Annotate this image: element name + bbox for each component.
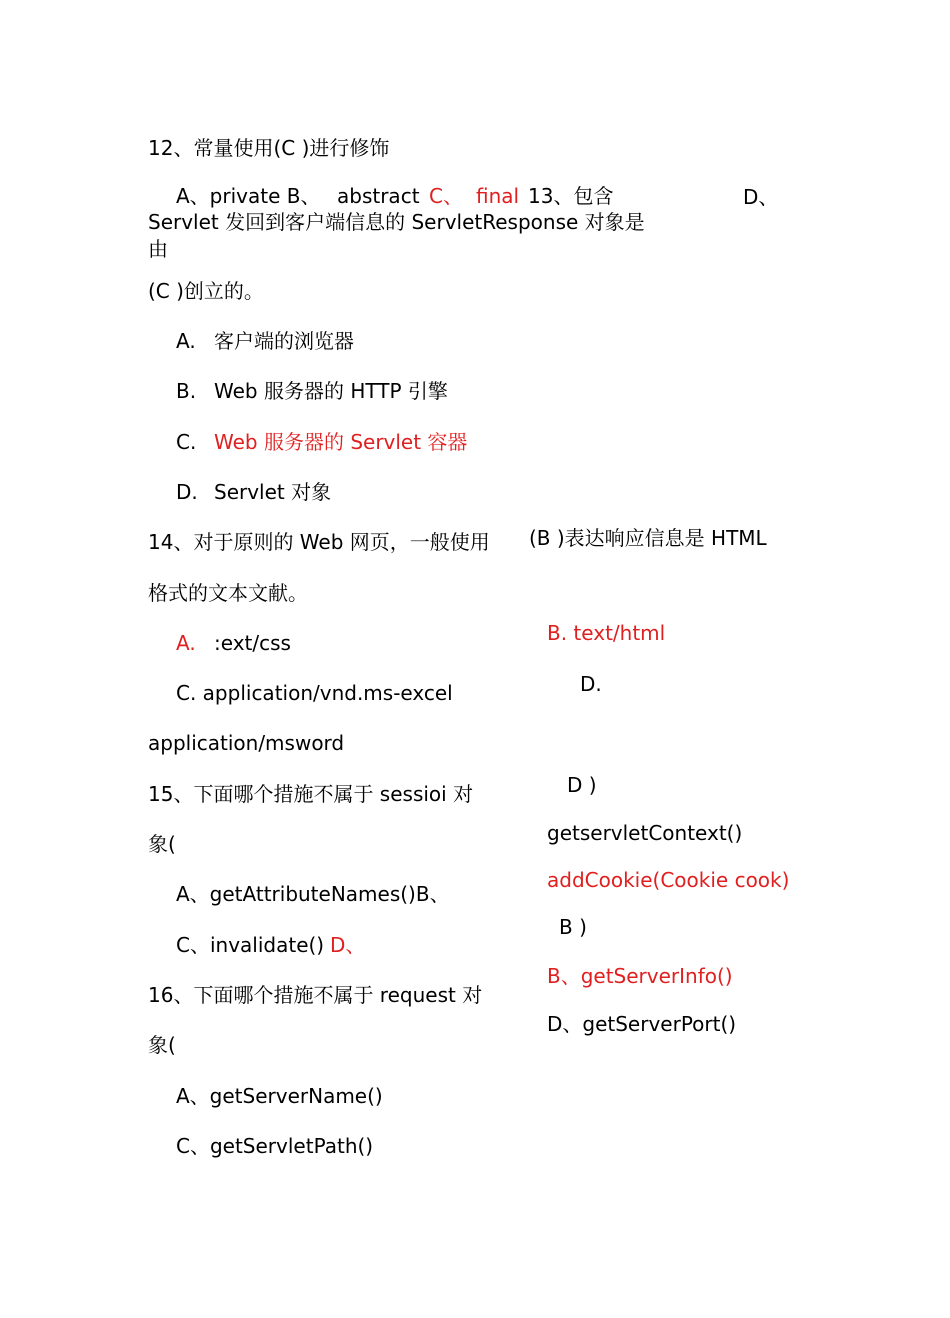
q12-option-final: final	[476, 184, 520, 208]
q16-answer: B )	[559, 915, 587, 939]
q14-option-d: D.	[580, 672, 602, 696]
q16-stem: 16、下面哪个措施不属于 request 对	[148, 983, 483, 1007]
q12-option-abstract: abstract	[337, 184, 420, 208]
q13-option-c-label: C.	[176, 430, 197, 454]
q13-option-d-label: D.	[176, 480, 198, 504]
q12-option-d: D、	[743, 185, 779, 209]
q12-stem: 12、常量使用(C )进行修饰	[148, 136, 390, 160]
q16-option-c: C、getServletPath()	[176, 1134, 374, 1158]
q14-option-a-label: A.	[176, 631, 196, 655]
q14-stem-left: 14、对于原则的 Web 网页，一般使用	[148, 530, 490, 554]
q15-answer: D )	[567, 773, 597, 797]
q16-stem-line2: 象(	[148, 1033, 176, 1057]
q15-option-a: A、getAttributeNames()B、	[176, 882, 450, 906]
q13-stem-line2: Servlet 发回到客户端信息的 ServletResponse 对象是	[148, 210, 645, 234]
q16-option-a: A、getServerName()	[176, 1084, 383, 1108]
q16-option-d: D、getServerPort()	[547, 1012, 737, 1036]
q15-option-b: getservletContext()	[547, 821, 743, 845]
q13-option-d-text: Servlet 对象	[214, 480, 332, 504]
q14-option-d-text: application/msword	[148, 731, 345, 755]
q16-option-b: B、getServerInfo()	[547, 964, 733, 988]
q12-option-a: A、private B、	[176, 184, 321, 208]
q13-stem-start: 13、包含	[528, 184, 614, 208]
q13-stem-line3: 由	[148, 237, 168, 261]
q14-option-a-text: :ext/css	[214, 631, 291, 655]
q13-option-a-label: A.	[176, 329, 196, 353]
q12-option-c-label: C、	[429, 184, 463, 208]
q14-option-b: B. text/html	[547, 621, 666, 645]
q14-stem-line2: 格式的文本文献。	[148, 581, 308, 605]
q14-option-c: C. application/vnd.ms-excel	[176, 681, 453, 705]
q13-option-c-text: Web 服务器的 Servlet 容器	[214, 430, 468, 454]
q14-stem-right: (B )表达响应信息是 HTML	[529, 526, 767, 550]
q15-stem: 15、下面哪个措施不属于 sessioi 对	[148, 782, 474, 806]
q15-stem-line2: 象(	[148, 832, 176, 856]
q13-option-b-text: Web 服务器的 HTTP 引擎	[214, 379, 448, 403]
q13-option-a-text: 客户端的浏览器	[214, 329, 354, 353]
q15-option-d: addCookie(Cookie cook)	[547, 868, 790, 892]
q13-option-b-label: B.	[176, 379, 197, 403]
q15-option-c: C、invalidate()	[176, 933, 325, 957]
q13-stem-line4: (C )创立的。	[148, 279, 264, 303]
q15-option-d-label: D、	[330, 933, 366, 957]
